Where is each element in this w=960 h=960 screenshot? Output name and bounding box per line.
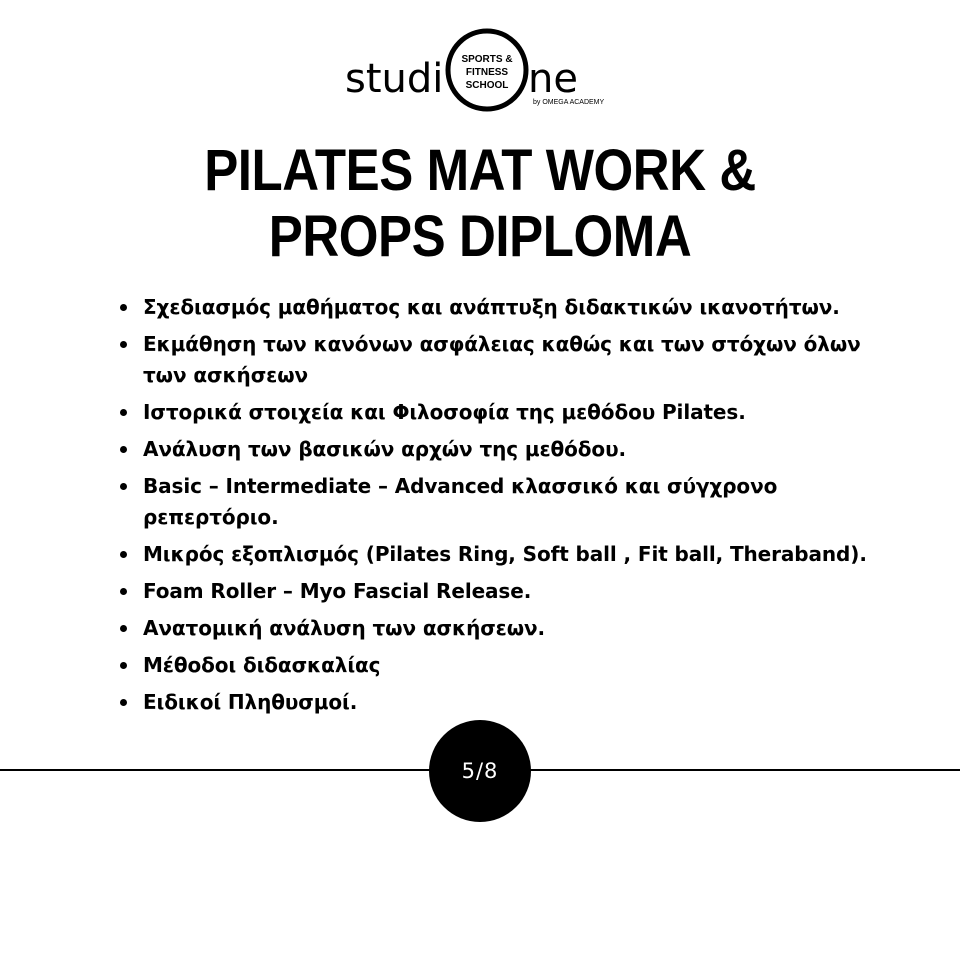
course-topics-list: [120, 292, 900, 724]
page-indicator: [429, 720, 531, 822]
title-line-2: PROPS DIPLOMA: [268, 204, 692, 269]
list-item: Εκμάθηση των κανόνων ασφάλειας καθώς και των στόχων όλων των ασκήσεων: [120, 329, 900, 391]
logo-ring-line2: FITNESS: [465, 67, 509, 78]
logo-ring-line3: SCHOOL: [465, 80, 509, 91]
list-item: Μέθοδοι διδασκαλίας: [120, 650, 900, 681]
list-item: Ανατομική ανάλυση των ασκήσεων.: [120, 613, 900, 644]
logo-graphic: [0, 0, 960, 130]
studio-one-logo: [0, 0, 960, 130]
list-item: Foam Roller – Myo Fascial Release.: [120, 576, 900, 607]
list-item: Ανάλυση των βασικών αρχών της μεθόδου.: [120, 434, 900, 465]
logo-ring-line1: SPORTS &: [461, 54, 513, 65]
list-item: Σχεδιασμός μαθήματος και ανάπτυξη διδακτικών ικανοτήτων.: [120, 292, 900, 323]
list-item: Μικρός εξοπλισμός (Pilates Ring, Soft ball , Fit ball, Theraband).: [120, 539, 900, 570]
list-item: Ιστορικά στοιχεία και Φιλοσοφία της μεθόδου Pilates.: [120, 397, 900, 428]
list-item: Basic – Intermediate – Advanced κλασσικό και σύγχρονο ρεπερτόριο.: [120, 471, 900, 533]
page-title: [58, 138, 903, 270]
logo-word-right: ne: [528, 56, 578, 102]
list-item: Ειδικοί Πληθυσμοί.: [120, 687, 900, 718]
logo-word-left: studi: [345, 56, 444, 102]
logo-byline: by OMEGA ACADEMY: [533, 99, 605, 106]
title-line-1: PILATES MAT WORK &: [204, 138, 756, 203]
page-indicator-label: 5/8: [461, 759, 499, 783]
